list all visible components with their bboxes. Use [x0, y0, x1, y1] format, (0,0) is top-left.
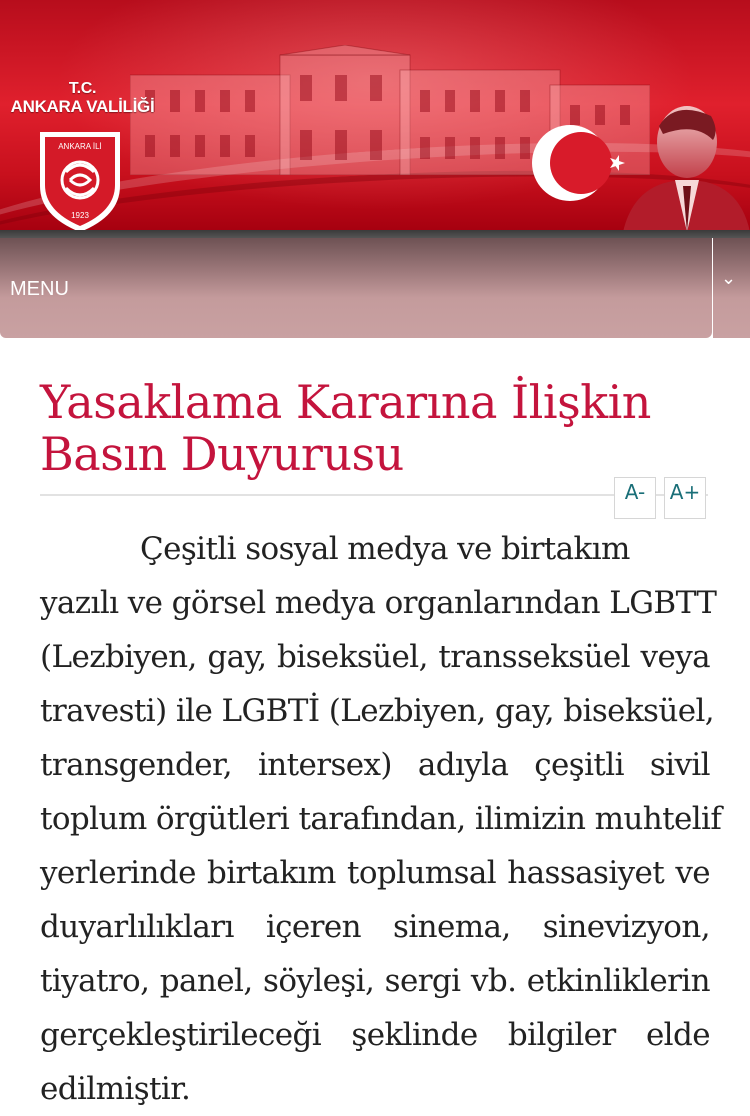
chevron-down-icon: ⌄ [721, 268, 737, 289]
article-body [40, 522, 722, 1116]
menu-bar[interactable] [0, 238, 712, 338]
article-line: Çeşitli sosyal medya ve birtakım [140, 531, 630, 567]
menu-toggle-button[interactable] [712, 238, 750, 338]
title-divider [40, 494, 708, 496]
emblem-year: 1923 [71, 211, 89, 220]
font-decrease-button[interactable]: A- [614, 477, 656, 519]
banner-divider [0, 230, 750, 238]
menu-label[interactable]: MENU [10, 278, 69, 300]
ataturk-portrait-image [615, 100, 750, 232]
article-line: toplum örgütleri tarafından, ilimizin muhtelif [40, 801, 722, 837]
org-line-valilik: ANKARA VALİLİĞİ [10, 97, 155, 116]
article-line: gerçekleştirileceği şeklinde bilgiler elde [40, 1017, 710, 1053]
ankara-emblem-logo[interactable] [36, 128, 124, 232]
emblem-top-text: ANKARA İLİ [58, 142, 102, 151]
page-title: Yasaklama Kararına İlişkin Basın Duyurusu [40, 375, 651, 481]
article-line: transgender, intersex) adıyla çeşitli sivil [40, 747, 710, 783]
article-line: yazılı ve görsel medya organlarından LGBTT [40, 585, 717, 621]
article-line: duyarlılıkları içeren sinema, sinevizyon, [40, 909, 710, 945]
org-name [0, 80, 165, 116]
org-line-tc: T.C. [68, 80, 97, 97]
article-line: (Lezbiyen, gay, biseksüel, transseksüel veya [40, 639, 710, 675]
header-banner [0, 0, 750, 232]
article-line: tiyatro, panel, söyleşi, sergi vb. etkinliklerin [40, 963, 710, 999]
font-increase-button[interactable]: A+ [664, 477, 706, 519]
article-line: travesti) ile LGBTİ (Lezbiyen, gay, biseksüel, [40, 693, 715, 729]
article-line: edilmiştir. [40, 1071, 191, 1107]
article-line: yerlerinde birtakım toplumsal hassasiyet ve [40, 855, 710, 891]
